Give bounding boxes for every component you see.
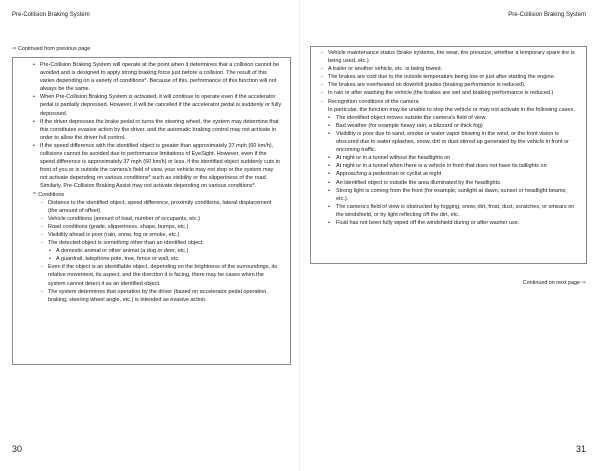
caution-bullet: • When Pre-Collision Braking System is activated, it will continue to operate even if the accelerator pedal is partially depressed. However, it will be canceled if the accelerator pedal is suddenly or fully depressed. [33, 93, 282, 117]
caution-bullet: • Pre-Collision Braking System will operate at the point when it determines that a collision cannot be avoided and is designed to apply strong braking force just before a collision. The result of this varies depending on a variety of conditions*. Because of this, performance of this function will not always be the same. [33, 61, 282, 93]
recognition-case: • The identified object moves outside the camera's field of view. [321, 114, 578, 122]
recognition-case: • Strong light is coming from the front (for example, sunlight at dawn, sunset or headlight beams, etc.). [321, 187, 578, 203]
caution-bullet: • If the driver depresses the brake pedal or turns the steering wheel, the system may determine that this constitutes evasive action by the driver, and the automatic braking control may not activate in order to allow the driver full control. [33, 118, 282, 142]
condition-item: - The detected object is something other than an identified object. [33, 239, 282, 247]
condition-item: - Road conditions (grade, slipperiness, shape, bumps, etc.) [33, 223, 282, 231]
condition-item: - Visibility ahead is poor (rain, snow, fog or smoke, etc.) [33, 231, 282, 239]
continued-from-label: ⇨ Continued from previous page [12, 46, 91, 52]
page-number-left: 30 [12, 444, 23, 454]
condition-subitem: • A domestic animal or other animal (a dog or deer, etc.) [33, 247, 282, 255]
running-head-left: Pre-Collision Braking System [12, 12, 90, 18]
recognition-case: • Approaching a pedestrian or cyclist at night [321, 170, 578, 178]
right-page [300, 0, 600, 471]
recognition-case: • At night or in a tunnel without the headlights on [321, 154, 578, 162]
recognition-case: • Bad weather (for example heavy rain, a blizzard or thick fog) [321, 122, 578, 130]
condition-item: - The system determines that operation by the driver (based on accelerator pedal operation, braking, steering wheel angle, etc.) is intended as evasive action. [33, 288, 282, 304]
condition-subitem: • A guardrail, telephone pole, tree, fence or wall, etc. [33, 255, 282, 263]
condition-item: - In rain or after washing the vehicle (the brakes are wet and braking performance is reduced.) [321, 89, 578, 97]
recognition-intro: In particular, the function may be unable to stop the vehicle or may not activate in the following cases. [328, 106, 575, 113]
condition-item: - A trailer or another vehicle, etc. is being towed. [321, 65, 578, 73]
caution-box-right [310, 46, 587, 264]
condition-item: - Vehicle maintenance status (brake systems, tire wear, tire pressure, whether a temporary spare tire is being used, etc.) [321, 49, 578, 65]
condition-item: - Distance to the identified object, speed difference, proximity conditions, lateral displacement (the amount of offset) [33, 199, 282, 215]
recognition-case: • Fluid has not been fully wiped off the windshield during or after washer use. [321, 219, 578, 227]
condition-item: - The brakes are overheated on downhill grades (braking performance is reduced). [321, 81, 578, 89]
condition-item: - The brakes are cold due to the outside temperature being low or just after starting the engine. [321, 73, 578, 81]
caution-box-left [12, 57, 291, 365]
page-number-right: 31 [575, 444, 586, 454]
conditions-heading: *: Conditions [33, 191, 65, 198]
condition-item: - Recognition conditions of the camera [321, 98, 578, 106]
recognition-case: • The camera's field of view is obstructed by fogging, snow, dirt, frost, dust, scratches, or smears on the windshield, or by light reflecting off the dirt, etc. [321, 203, 578, 219]
recognition-case: • Visibility is poor due to sand, smoke or water vapor blowing in the wind, or the front vision is obscured due to water splashes, snow, dirt or dust stirred up generated by the vehicle in front or oncoming traffic. [321, 130, 578, 154]
caution-bullet: • If the speed difference with the identified object is greater than approximately 37 mph (60 km/h), collisions cannot be avoided due to performance limitations of EyeSight. However, even if the speed difference is approximately 37 mph (60 km/h) or less, if the identified object suddenly cuts in front of you or is outside the camera's field of view, your vehicle may not stop or the system may not activate depending on various conditions* such as visibility or the slipperiness of the road. Similarly, Pre-Collision Braking Assist may not activate depending on various conditions*. [33, 142, 282, 191]
continued-next-label: Continued on next page ⇨ [522, 280, 586, 286]
running-head-right: Pre-Collision Braking System [508, 12, 586, 18]
recognition-case: • An identified object is outside the area illuminated by the headlights. [321, 179, 578, 187]
recognition-case: • At night or in a tunnel when there is a vehicle in front that does not have its taillights on [321, 162, 578, 170]
condition-item: - Even if the object is an identifiable object, depending on the brightness of the surroundings, its relative movement, its aspect, and the direction it is facing, there may be cases when the system cannot detect it as an identified object. [33, 263, 282, 287]
condition-item: - Vehicle conditions (amount of load, number of occupants, etc.) [33, 215, 282, 223]
